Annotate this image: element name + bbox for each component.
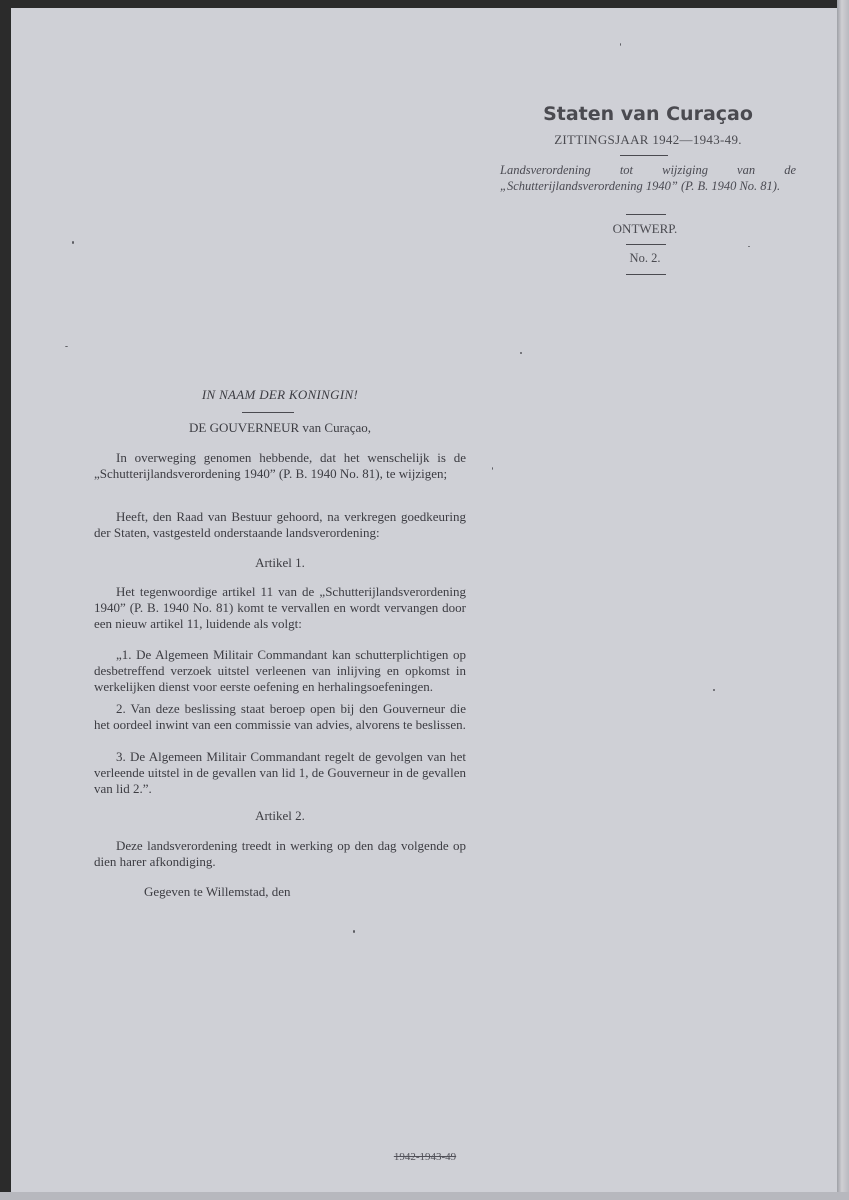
page-edge-right bbox=[837, 0, 849, 1200]
article-1-paragraph-2: 2. Van deze beslissing staat beroep open bij den Gouverneur die het oordeel inwint van een commissie van advies, alvorens te beslissen. bbox=[94, 701, 466, 733]
header-divider bbox=[626, 214, 666, 215]
body-divider bbox=[242, 412, 294, 413]
header-divider bbox=[620, 155, 668, 156]
enacting-paragraph: Heeft, den Raad van Bestuur gehoord, na verkregen goedkeuring der Staten, vastgesteld onderstaande landsverordening: bbox=[94, 509, 466, 541]
paper-speck bbox=[520, 352, 522, 354]
article-1-heading: Artikel 1. bbox=[255, 555, 305, 570]
page-edge-bottom bbox=[0, 1192, 849, 1200]
article-1-paragraph-1: „1. De Algemeen Militair Commandant kan schutterplichtigen op desbetreffend verzoek uitstel verleenen van inlijving en opkomst in werkelijken dienst voor eerste oefening en herhalingsoefeningen. bbox=[94, 647, 466, 695]
article-2-text: Deze landsverordening treedt in werking op den dag volgende op dien harer afkondiging. bbox=[94, 838, 466, 870]
paper-speck bbox=[713, 689, 715, 691]
article-2-heading: Artikel 2. bbox=[255, 808, 305, 823]
royal-formula: IN NAAM DER KONINGIN! bbox=[201, 387, 359, 402]
paper-speck bbox=[620, 43, 621, 46]
header-subject: Landsverordening tot wijziging van de „Schutterijlandsverordening 1940” (P. B. 1940 No. 81). bbox=[500, 163, 796, 193]
header-divider bbox=[626, 244, 666, 245]
paper-speck bbox=[748, 246, 750, 247]
header-draft-label: ONTWERP. bbox=[612, 221, 678, 236]
header-session: ZITTINGSJAAR 1942—1943-49. bbox=[554, 132, 742, 147]
article-1-intro: Het tegenwoordige artikel 11 van de „Schutterijlandsverordening 1940” (P. B. 1940 No. 81) komt te vervallen en wordt vervangen door een nieuw artikel 11, luidende als volgt: bbox=[94, 584, 466, 632]
paper-speck bbox=[72, 241, 74, 244]
paper-speck bbox=[492, 467, 493, 470]
header-title: Staten van Curaçao bbox=[543, 103, 753, 125]
article-1-paragraph-3: 3. De Algemeen Militair Commandant regelt de gevolgen van het verleende uitstel in de gevallen van lid 1, de Gouverneur in de gevallen van lid 2.”. bbox=[94, 749, 466, 797]
archive-mark: 1942-1943-49 bbox=[393, 1151, 457, 1163]
preamble-paragraph: In overweging genomen hebbende, dat het wenschelijk is de „Schutterijlandsverordening 1940” (P. B. 1940 No. 81), te wijzigen; bbox=[94, 450, 466, 482]
signoff-line: Gegeven te Willemstad, den bbox=[144, 884, 291, 899]
header-number: No. 2. bbox=[629, 251, 661, 265]
paper-speck bbox=[353, 930, 355, 933]
paper-speck bbox=[65, 346, 68, 347]
header-divider bbox=[626, 274, 666, 275]
governor-line: DE GOUVERNEUR van Curaçao, bbox=[189, 420, 371, 435]
